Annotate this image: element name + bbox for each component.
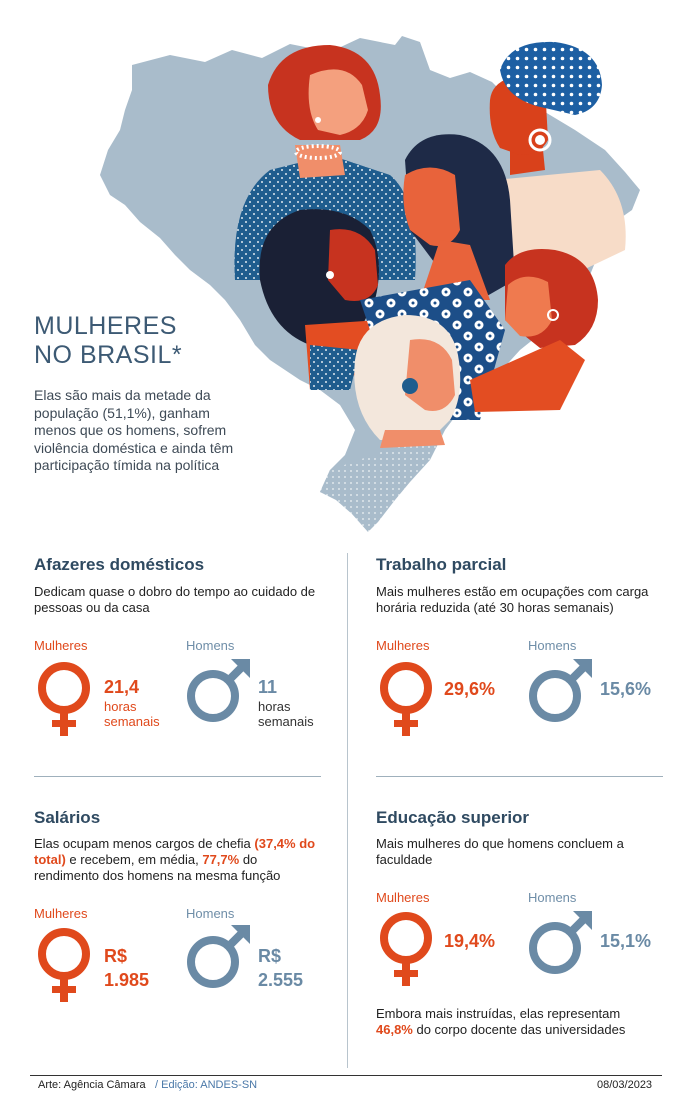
male-symbol-icon [528,908,596,978]
educacao-note-part-2: do corpo docente das universidades [412,1022,626,1037]
salarios-women-label: Mulheres [34,906,88,921]
trabalho-men-value: 15,6% [600,679,652,699]
horizontal-divider-right [376,776,663,777]
educacao-men-label: Homens [528,890,577,905]
salarios-title: Salários [34,808,101,827]
salarios-men-currency: R$ [258,946,282,966]
educacao-note-part-1: Embora mais instruídas, elas representam [376,1006,621,1021]
educacao-note [376,1006,666,1038]
afazeres-women-value: 21,4 [104,677,140,697]
educacao-men-value: 15,1% [600,931,652,951]
footer-edition: / Edição: ANDES-SN [155,1079,258,1091]
male-symbol-icon [186,656,254,726]
footer-divider [30,1075,662,1076]
salarios-desc-part-3: do rendimento dos homens na mesma função [34,852,281,883]
vertical-divider [347,553,348,1068]
main-title [34,312,182,370]
salarios-desc-highlight-1: (37,4% do total) [34,836,316,867]
afazeres-men-unit-2: semanais [258,714,314,729]
afazeres-women-unit-2: semanais [104,714,160,729]
educacao-title: Educação superior [376,808,530,827]
afazeres-title: Afazeres domésticos [34,555,205,574]
trabalho-description: Mais mulheres estão em ocupações com carga horária reduzida (até 30 horas semanais) [376,584,649,615]
salarios-men-value: 2.555 [258,970,304,990]
trabalho-women-value: 29,6% [444,679,496,699]
afazeres-men-label: Homens [186,638,235,653]
female-symbol-icon [34,660,98,738]
afazeres-description: Dedicam quase o dobro do tempo ao cuidado de pessoas ou da casa [34,584,316,615]
educacao-women-value: 19,4% [444,931,496,951]
educacao-note-highlight: 46,8% [376,1022,413,1037]
footer-credit: Arte: Agência Câmara [38,1079,146,1091]
footer-date: 08/03/2023 [597,1079,653,1091]
horizontal-divider-left [34,776,321,777]
afazeres-women-label: Mulheres [34,638,88,653]
salarios-women-currency: R$ [104,946,128,966]
educacao-description: Mais mulheres do que homens concluem a faculdade [376,836,624,867]
salarios-men-label: Homens [186,906,235,921]
salarios-desc-highlight-2: 77,7% [202,852,240,867]
female-symbol-icon [376,910,440,988]
male-symbol-icon [528,656,596,726]
male-symbol-icon [186,922,254,992]
main-title-line-2: NO BRASIL* [34,341,183,369]
salarios-desc-part-1: Elas ocupam menos cargos de chefia [34,836,255,851]
trabalho-men-label: Homens [528,638,577,653]
afazeres-men-value: 11 [258,677,278,697]
female-symbol-icon [376,660,440,738]
afazeres-men-unit-1: horas [258,699,291,714]
intro-text: Elas são mais da metade da população (51,1%), ganham menos que os homens, sofrem violência doméstica e ainda têm participação tímida na política [34,387,234,473]
female-symbol-icon [34,926,98,1004]
trabalho-title: Trabalho parcial [376,555,507,574]
salarios-description [34,836,324,884]
salarios-desc-part-2: e recebem, em média, [65,852,203,867]
afazeres-women-unit-1: horas [104,699,137,714]
educacao-women-label: Mulheres [376,890,430,905]
main-title-line-1: MULHERES [34,312,177,340]
salarios-women-value: 1.985 [104,970,150,990]
trabalho-women-label: Mulheres [376,638,430,653]
